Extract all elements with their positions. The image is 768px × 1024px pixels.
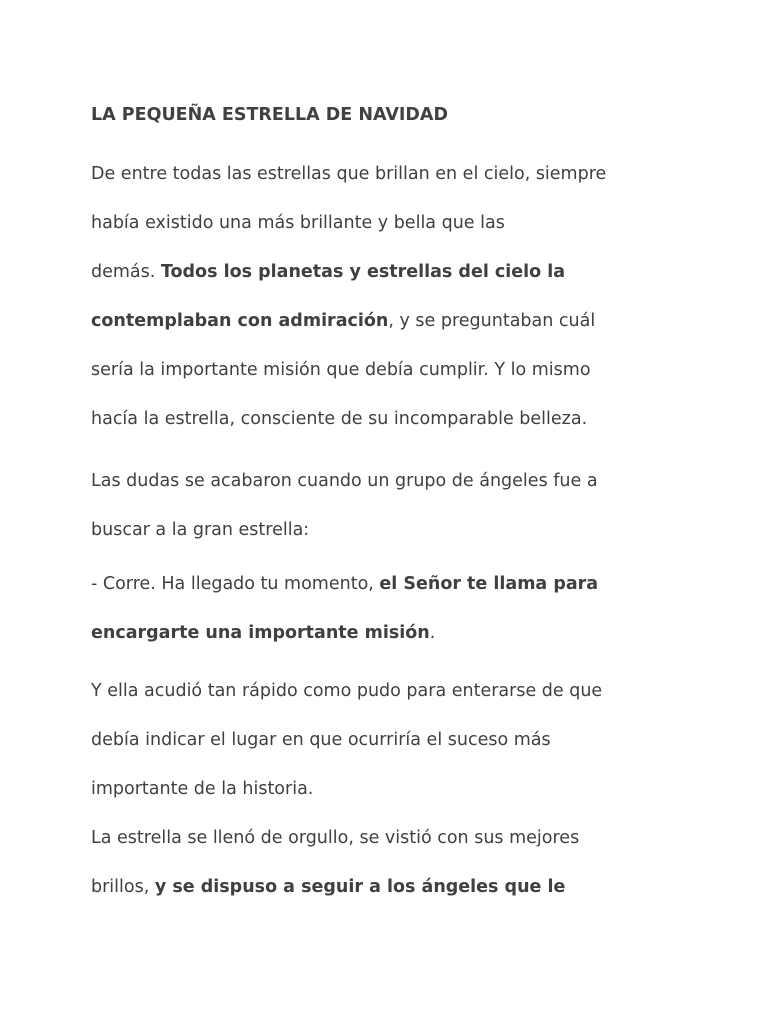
bold-text-run: contemplaban con admiración	[91, 311, 389, 331]
text-line	[91, 765, 701, 814]
text-run: debía indicar el lugar en que ocurriría el suceso más	[91, 730, 551, 750]
bold-text-run: el Señor te llama para	[379, 574, 599, 594]
text-run: Las dudas se acabaron cuando un grupo de ángeles fue a	[91, 471, 598, 491]
text-run: De entre todas las estrellas que brillan en el cielo, siempre	[91, 164, 607, 184]
text-run: - Corre. Ha llegado tu momento,	[91, 574, 380, 594]
text-run: La estrella se llenó de orgullo, se vistió con sus mejores	[91, 828, 580, 848]
text-run: .	[429, 623, 436, 643]
text-line	[91, 346, 701, 395]
text-line	[91, 667, 701, 716]
text-run: , y se preguntaban cuál	[388, 311, 596, 331]
text-run: brillos,	[91, 877, 155, 897]
paragraph	[91, 457, 701, 555]
text-line	[91, 506, 701, 555]
bold-text-run: Todos los planetas y estrellas del cielo la	[160, 262, 566, 282]
text-line	[91, 150, 701, 199]
text-run: demás.	[91, 262, 161, 282]
text-line	[91, 863, 701, 912]
text-run: importante de la historia.	[91, 779, 314, 799]
paragraph	[91, 667, 701, 912]
paragraph	[91, 150, 701, 444]
text-line	[91, 297, 701, 346]
text-run: sería la importante misión que debía cumplir. Y lo mismo	[91, 360, 591, 380]
text-line	[91, 560, 701, 609]
text-line	[91, 248, 701, 297]
text-line	[91, 814, 701, 863]
bold-text-run: encargarte una importante misión	[91, 623, 430, 643]
text-run: buscar a la gran estrella:	[91, 520, 310, 540]
text-line	[91, 199, 701, 248]
text-line	[91, 716, 701, 765]
text-line	[91, 395, 701, 444]
text-run: hacía la estrella, consciente de su incomparable belleza.	[91, 409, 588, 429]
text-run: había existido una más brillante y bella que las	[91, 213, 505, 233]
text-line	[91, 457, 701, 506]
paragraph	[91, 560, 701, 658]
text-run: Y ella acudió tan rápido como pudo para enterarse de que	[91, 681, 603, 701]
text-line	[91, 609, 701, 658]
document-title: LA PEQUEÑA ESTRELLA DE NAVIDAD	[91, 105, 448, 125]
bold-text-run: y se dispuso a seguir a los ángeles que le	[154, 877, 566, 897]
